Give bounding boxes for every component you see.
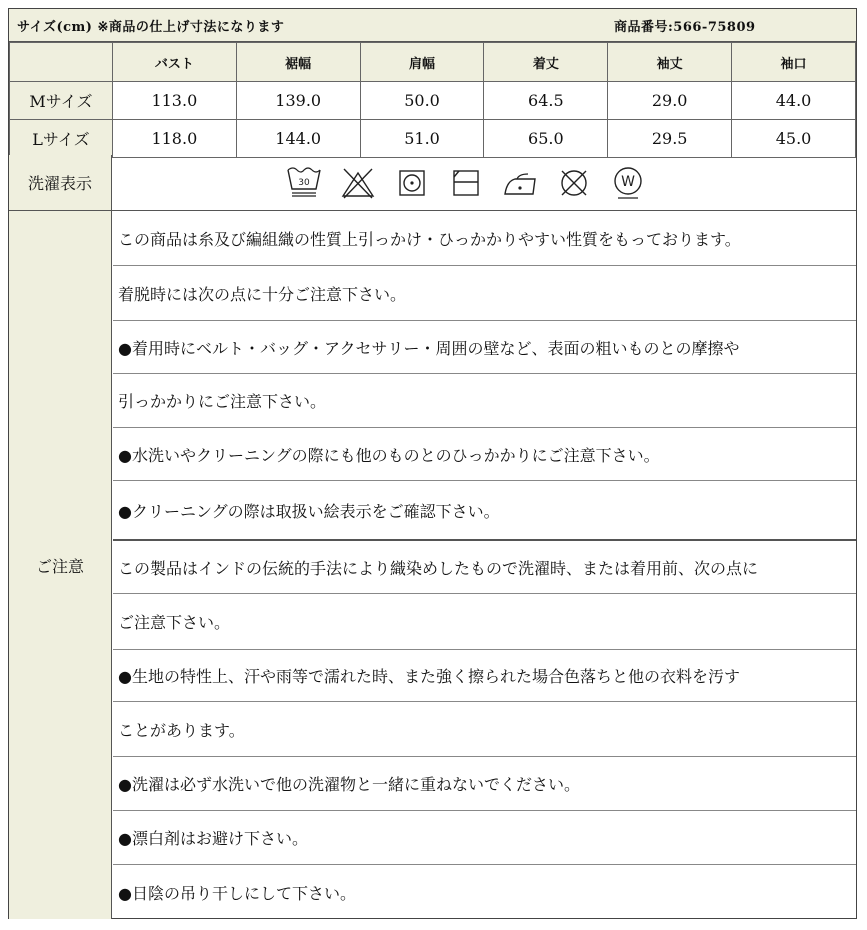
product-info-sheet (8, 8, 857, 919)
size-value: 139.0 (236, 82, 360, 120)
tumble-dry-low-icon (394, 165, 430, 201)
care-row (9, 155, 856, 211)
col-sleeve-length: 袖丈 (608, 43, 732, 82)
size-label: Mサイズ (10, 82, 113, 120)
notes-label: ご注意 (9, 211, 112, 919)
size-row-l (10, 120, 856, 158)
wash-30-gentle-icon (286, 165, 322, 201)
care-label: 洗濯表示 (9, 155, 112, 210)
note-line: ●漂白剤はお避け下さい。 (113, 811, 856, 865)
size-value: 144.0 (236, 120, 360, 158)
size-label: Lサイズ (10, 120, 113, 158)
size-value: 45.0 (732, 120, 856, 158)
note-line: ●水洗いやクリーニングの際にも他のものとのひっかかりにご注意下さい。 (113, 428, 856, 481)
note-line: ●クリーニングの際は取扱い絵表示をご確認下さい。 (113, 481, 856, 541)
col-cuff: 袖口 (732, 43, 856, 82)
note-line: ●洗濯は必ず水洗いで他の洗濯物と一緒に重ねないでください。 (113, 757, 856, 811)
note-line: この製品はインドの伝統的手法により織染めしたもので洗濯時、または着用前、次の点に (113, 541, 856, 594)
note-line: ●生地の特性上、汗や雨等で濡れた時、また強く擦られた場合色落ちと他の衣料を汚す (113, 650, 856, 702)
col-hem-width: 裾幅 (236, 43, 360, 82)
col-bust: バスト (112, 43, 236, 82)
size-value: 29.0 (608, 82, 732, 120)
note-line: ●着用時にベルト・バッグ・アクセサリー・周囲の壁など、表面の粗いものとの摩擦や (113, 321, 856, 374)
line-dry-shade-icon (448, 165, 484, 201)
note-line: 着脱時には次の点に十分ご注意下さい。 (113, 266, 856, 321)
product-number: 商品番号:566-75809 (614, 20, 756, 35)
size-value: 118.0 (112, 120, 236, 158)
note-line: ことがあります。 (113, 702, 856, 757)
size-value: 65.0 (484, 120, 608, 158)
size-header-row (10, 43, 856, 82)
size-value: 44.0 (732, 82, 856, 120)
no-bleach-icon (340, 165, 376, 201)
col-length: 着丈 (484, 43, 608, 82)
no-dry-clean-icon (556, 165, 592, 201)
note-line: この商品は糸及び編組織の性質上引っかけ・ひっかかりやすい性質をもっております。 (113, 211, 856, 266)
sheet-header (9, 9, 856, 42)
col-shoulder-width: 肩幅 (360, 43, 484, 82)
size-table (9, 42, 856, 158)
size-value: 64.5 (484, 82, 608, 120)
size-row-m (10, 82, 856, 120)
wash-temp: 30 (298, 178, 310, 188)
corner-cell (10, 43, 113, 82)
wet-clean-icon (610, 165, 646, 201)
size-value: 113.0 (112, 82, 236, 120)
iron-low-icon (502, 165, 538, 201)
note-line: 引っかかりにご注意下さい。 (113, 374, 856, 428)
size-value: 51.0 (360, 120, 484, 158)
note-line: ご注意下さい。 (113, 594, 856, 650)
size-value: 50.0 (360, 82, 484, 120)
size-note: サイズ(cm) ※商品の仕上げ寸法になります (17, 20, 285, 35)
note-line: ●日陰の吊り干しにして下さい。 (118, 883, 356, 903)
wet-clean-letter: W (621, 174, 635, 190)
size-value: 29.5 (608, 120, 732, 158)
notes-section (9, 211, 856, 919)
